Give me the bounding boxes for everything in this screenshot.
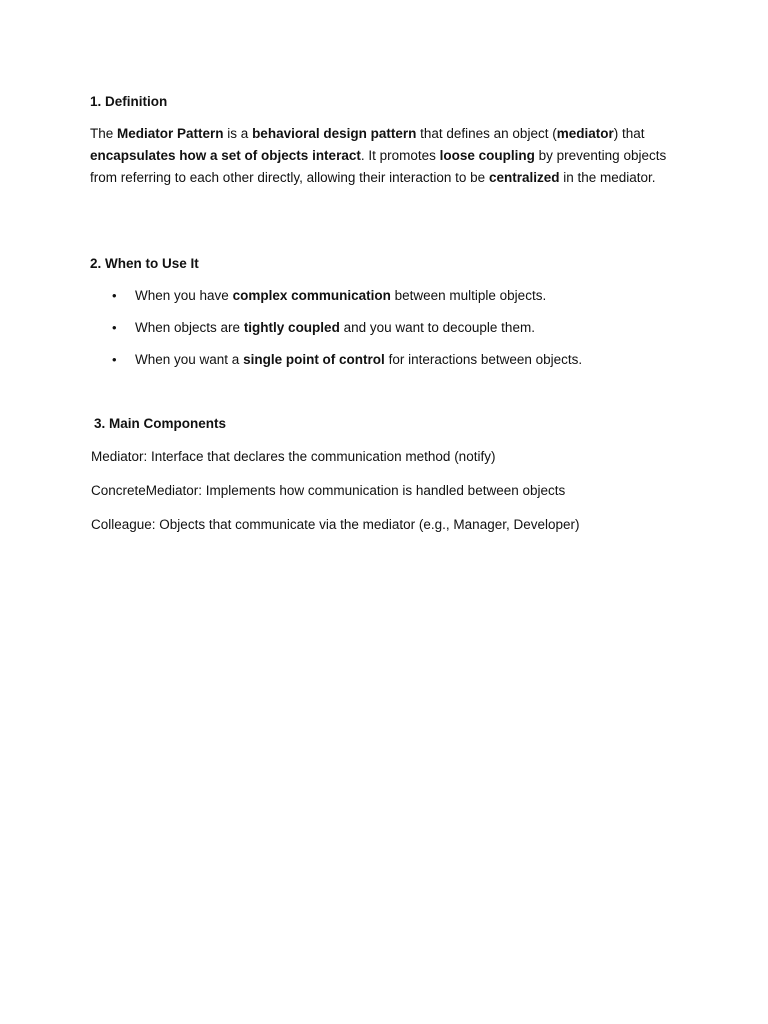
bold-term: centralized	[488, 170, 560, 185]
section-heading-when-to-use: 2. When to Use It	[90, 256, 199, 271]
definition-paragraph	[90, 123, 670, 189]
text-run: When you have	[135, 288, 233, 303]
list-item	[90, 349, 690, 381]
component-concrete-mediator: ConcreteMediator: Implements how communication is handled between objects	[91, 483, 566, 498]
list-item-text	[135, 349, 582, 371]
bold-term: mediator	[556, 126, 614, 141]
list-item	[90, 285, 690, 317]
text-run: . It promotes	[360, 148, 440, 163]
bold-term: behavioral design pattern	[252, 126, 417, 141]
text-run: between multiple objects.	[390, 288, 547, 303]
bold-term: tightly coupled	[243, 320, 340, 335]
list-item-text	[135, 285, 546, 307]
list-item-text	[135, 317, 535, 339]
bold-term: complex communication	[232, 288, 391, 303]
text-run: by preventing objects from referring to each other directly, allowing their interaction to be	[90, 148, 667, 185]
when-to-use-list	[90, 285, 690, 381]
section-heading-definition: 1. Definition	[90, 94, 168, 109]
text-run: The	[90, 126, 118, 141]
text-run: When you want a	[135, 352, 244, 367]
bold-term: single point of control	[243, 352, 385, 367]
text-run: in the mediator.	[559, 170, 656, 185]
text-run: is a	[223, 126, 253, 141]
text-run: for interactions between objects.	[384, 352, 583, 367]
bullet-icon: •	[112, 288, 117, 303]
component-mediator: Mediator: Interface that declares the communication method (notify)	[91, 449, 496, 464]
text-run: When objects are	[135, 320, 244, 335]
bold-term: Mediator Pattern	[117, 126, 224, 141]
bold-term: encapsulates how a set of objects interact	[90, 148, 361, 163]
bullet-icon: •	[112, 352, 117, 367]
bold-term: loose coupling	[439, 148, 535, 163]
text-run: ) that	[613, 126, 645, 141]
list-item	[90, 317, 690, 349]
section-heading-main-components: 3. Main Components	[94, 416, 227, 431]
text-run: and you want to decouple them.	[339, 320, 535, 335]
text-run: that defines an object (	[416, 126, 557, 141]
component-colleague: Colleague: Objects that communicate via the mediator (e.g., Manager, Developer)	[91, 517, 580, 532]
bullet-icon: •	[112, 320, 117, 335]
